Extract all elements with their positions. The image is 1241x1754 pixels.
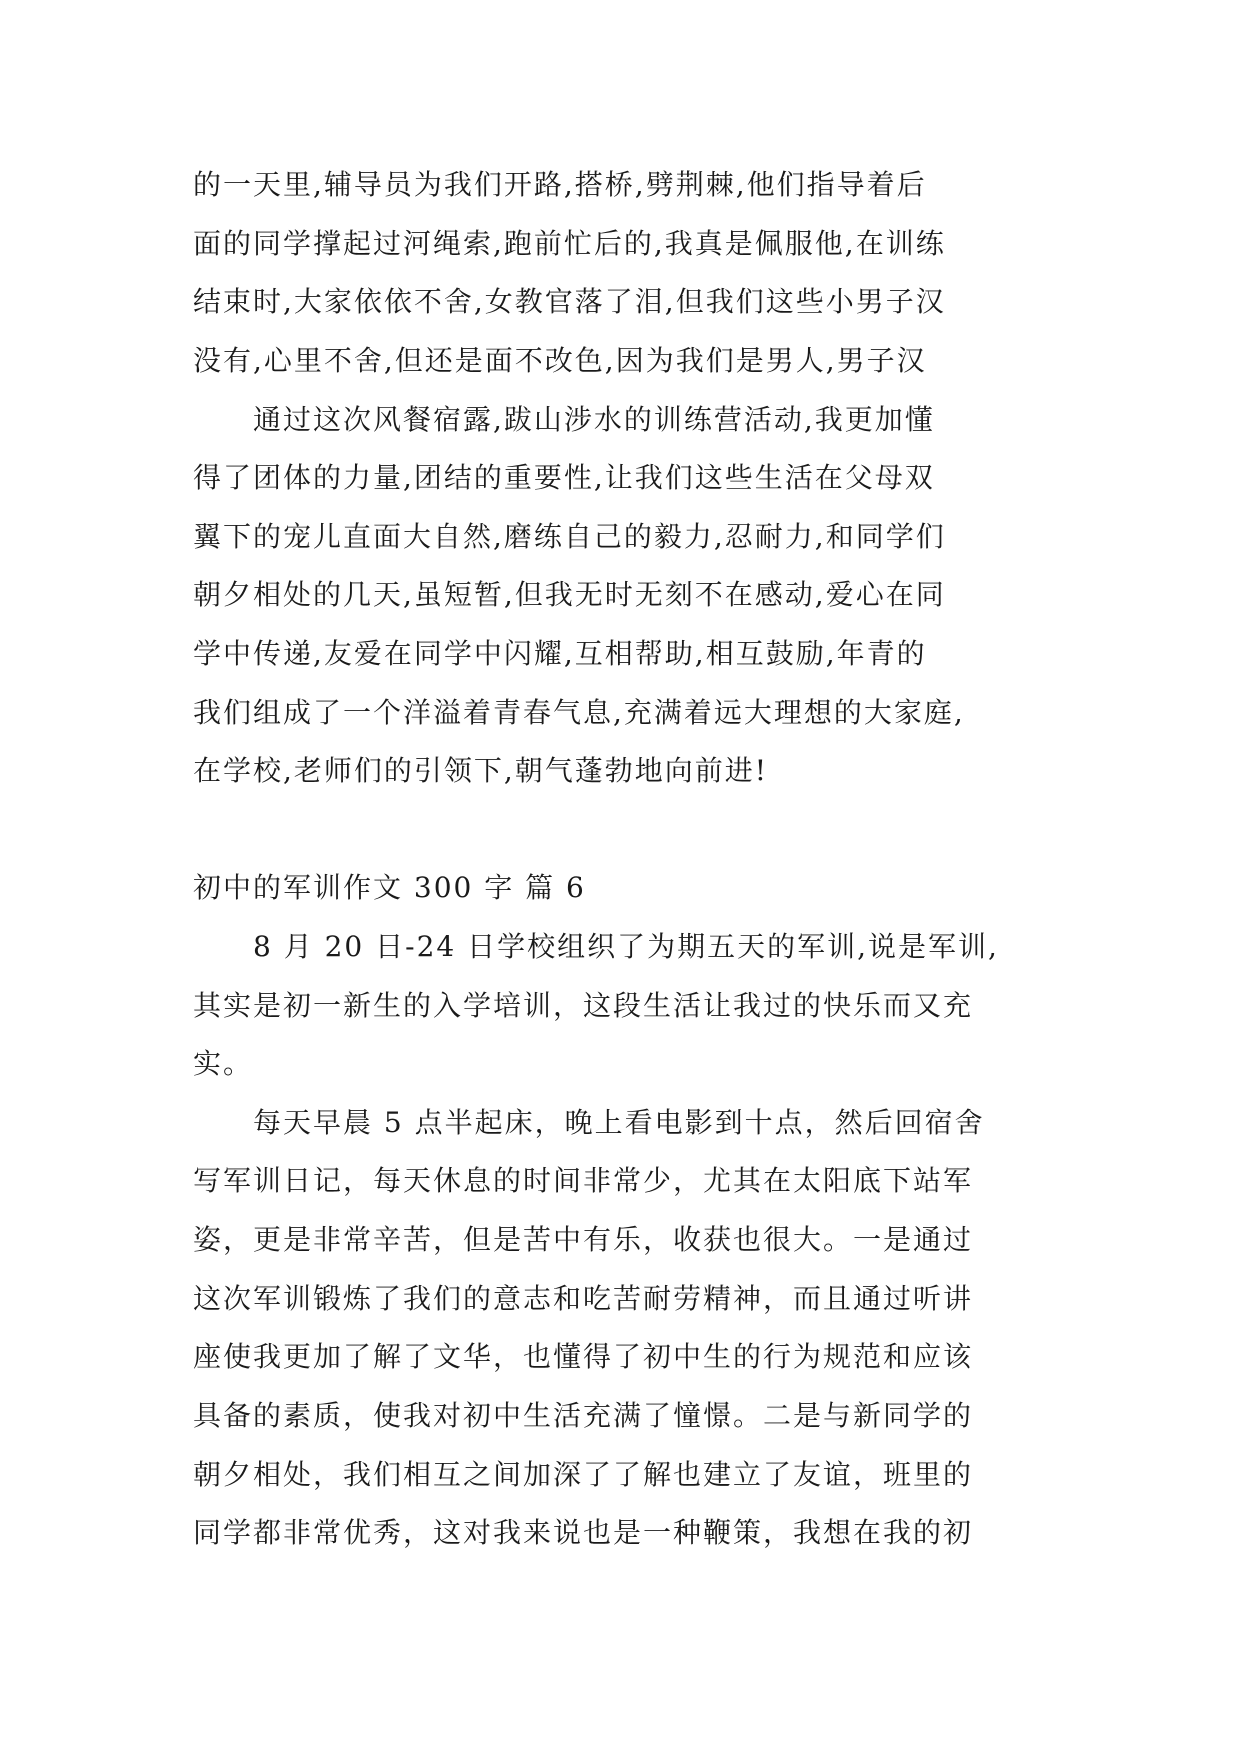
paragraph-line: 得了团体的力量,团结的重要性,让我们这些生活在父母双 [193,461,935,494]
paragraph-line-indented: 8 月 20 日-24 日学校组织了为期五天的军训,说是军训, [253,930,999,963]
paragraph-line: 的一天里,辅导员为我们开路,搭桥,劈荆棘,他们指导着后 [193,168,927,201]
paragraph-line: 在学校,老师们的引领下,朝气蓬勃地向前进! [193,754,769,787]
paragraph-line: 具备的素质，使我对初中生活充满了憧憬。二是与新同学的 [193,1399,974,1432]
paragraph-line: 座使我更加了解了文华，也懂得了初中生的行为规范和应该 [193,1340,974,1373]
paragraph-line: 我们组成了一个洋溢着青春气息,充满着远大理想的大家庭, [193,696,965,729]
paragraph-line-indented: 每天早晨 5 点半起床，晚上看电影到十点，然后回宿舍 [253,1106,985,1139]
paragraph-line-indented: 通过这次风餐宿露,跋山涉水的训练营活动,我更加懂 [253,403,935,436]
paragraph-line: 其实是初一新生的入学培训，这段生活让我过的快乐而又充 [193,989,974,1022]
paragraph-line: 写军训日记，每天休息的时间非常少，尤其在太阳底下站军 [193,1164,974,1197]
paragraph-line: 学中传递,友爱在同学中闪耀,互相帮助,相互鼓励,年青的 [193,637,927,670]
paragraph-line: 翼下的宠儿直面大自然,磨练自己的毅力,忍耐力,和同学们 [193,520,946,553]
paragraph-line: 没有,心里不舍,但还是面不改色,因为我们是男人,男子汉 [193,344,927,377]
paragraph-line: 面的同学撑起过河绳索,跑前忙后的,我真是佩服他,在训练 [193,227,946,260]
paragraph-line: 姿，更是非常辛苦，但是苦中有乐，收获也很大。一是通过 [193,1223,974,1256]
paragraph-line: 同学都非常优秀，这对我来说也是一种鞭策，我想在我的初 [193,1516,974,1549]
section-heading: 初中的军训作文 300 字 篇 6 [193,871,586,904]
paragraph-line: 实。 [193,1047,254,1080]
paragraph-line: 朝夕相处的几天,虽短暂,但我无时无刻不在感动,爱心在同 [193,578,946,611]
paragraph-line: 结束时,大家依依不舍,女教官落了泪,但我们这些小男子汉 [193,285,946,318]
paragraph-line: 朝夕相处，我们相互之间加深了了解也建立了友谊，班里的 [193,1458,974,1491]
paragraph-line: 这次军训锻炼了我们的意志和吃苦耐劳精神，而且通过听讲 [193,1282,974,1315]
